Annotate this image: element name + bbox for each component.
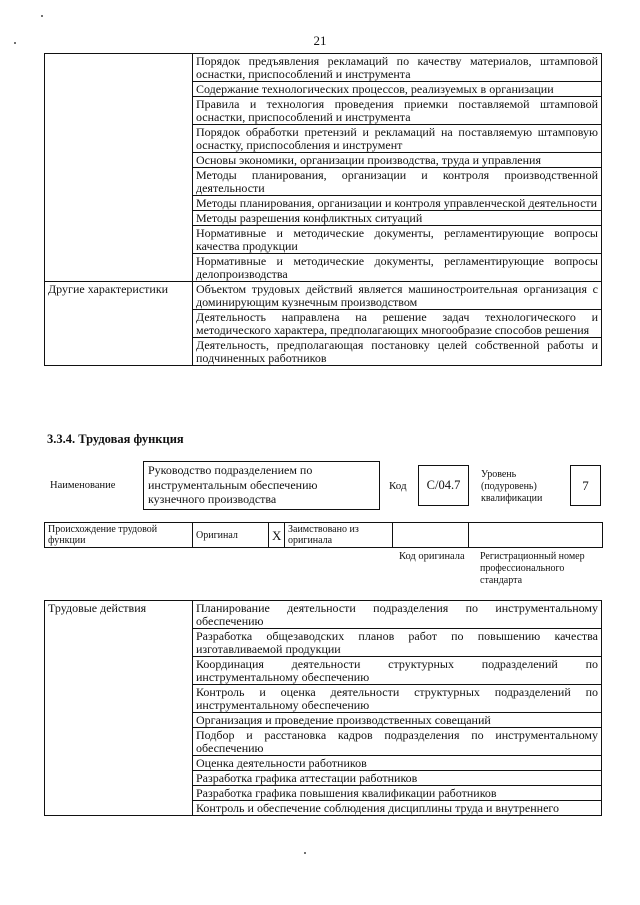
table-row bbox=[45, 601, 602, 629]
table-cell: Правила и технология проведения приемки поставляемой штамповой оснастки, приспособлений и инструмента bbox=[193, 97, 602, 125]
table-cell: Содержание технологических процессов, реализуемых в организации bbox=[193, 82, 602, 97]
original-mark: X bbox=[269, 523, 285, 548]
table-cell-empty bbox=[45, 54, 193, 282]
section-title: 3.3.4. Трудовая функция bbox=[47, 432, 184, 446]
scan-dot bbox=[41, 15, 43, 17]
labor-actions-table bbox=[44, 600, 602, 816]
other-characteristics-label: Другие характеристики bbox=[45, 282, 193, 366]
table-cell: Деятельность направлена на решение задач технологического и методического характера, предполагающих многообразие способов решения bbox=[193, 310, 602, 338]
table-cell: Разработка графика повышения квалификации работников bbox=[193, 786, 602, 801]
table-cell: Нормативные и методические документы, регламентирующие вопросы качества продукции bbox=[193, 226, 602, 254]
table-cell: Разработка общезаводских планов работ по повышению качества изготавливаемой продукции bbox=[193, 629, 602, 657]
table-cell: Порядок обработки претензий и рекламаций на поставляемую штамповую оснастку, приспособления и инструмент bbox=[193, 125, 602, 153]
function-name-box bbox=[143, 461, 380, 510]
reg-number-cell bbox=[469, 523, 603, 548]
level-box bbox=[570, 465, 601, 506]
origin-label: Происхождение трудовой функции bbox=[45, 523, 193, 548]
requirements-table bbox=[44, 53, 602, 366]
table-cell: Порядок предъявления рекламаций по качеству материалов, штамповой оснастки, приспособлений и инструмента bbox=[193, 54, 602, 82]
code-original-cell bbox=[393, 523, 469, 548]
table-cell: Методы планирования, организации и контроля производственной деятельности bbox=[193, 168, 602, 196]
labor-actions-label: Трудовые действия bbox=[45, 601, 193, 816]
name-label: Наименование bbox=[50, 480, 116, 491]
borrowed-label: Заимствовано из оригинала bbox=[285, 523, 393, 548]
reg-number-label: Регистрационный номер профессионального стандарта bbox=[480, 551, 585, 586]
original-label: Оригинал bbox=[193, 523, 269, 548]
table-cell: Подбор и расстановка кадров подразделения по инструментальному обеспечению bbox=[193, 728, 602, 756]
table-cell: Объектом трудовых действий является машиностроительная организация с доминирующим кузнечным производством bbox=[193, 282, 602, 310]
code-original-label: Код оригинала bbox=[399, 551, 465, 562]
function-name: Руководство подразделением по инструментальным обеспечению кузнечного производства bbox=[148, 463, 318, 506]
level-label: Уровень (подуровень) квалификации bbox=[481, 469, 543, 504]
scan-dot bbox=[304, 852, 306, 854]
origin-table bbox=[44, 522, 603, 548]
table-cell: Контроль и обеспечение соблюдения дисциплины труда и внутреннего bbox=[193, 801, 602, 816]
table-row bbox=[45, 54, 602, 82]
code-value: C/04.7 bbox=[426, 478, 461, 492]
table-row bbox=[45, 523, 603, 548]
table-cell: Разработка графика аттестации работников bbox=[193, 771, 602, 786]
table-row bbox=[45, 282, 602, 310]
table-cell: Планирование деятельности подразделения по инструментальному обеспечению bbox=[193, 601, 602, 629]
page-number: 21 bbox=[313, 33, 327, 48]
table-cell: Оценка деятельности работников bbox=[193, 756, 602, 771]
function-header bbox=[47, 461, 603, 513]
table-cell: Координация деятельности структурных подразделений по инструментальному обеспечению bbox=[193, 657, 602, 685]
level-value: 7 bbox=[582, 477, 589, 493]
code-label: Код bbox=[389, 480, 407, 492]
table-cell: Контроль и оценка деятельности структурных подразделений по инструментальному обеспечению bbox=[193, 685, 602, 713]
table-cell: Деятельность, предполагающая постановку целей собственной работы и подчиненных работников bbox=[193, 338, 602, 366]
table-cell: Нормативные и методические документы, регламентирующие вопросы делопроизводства bbox=[193, 254, 602, 282]
table-cell: Методы разрешения конфликтных ситуаций bbox=[193, 211, 602, 226]
table-cell: Основы экономики, организации производства, труда и управления bbox=[193, 153, 602, 168]
code-box bbox=[418, 465, 469, 506]
table-cell: Методы планирования, организации и контроля управленческой деятельности bbox=[193, 196, 602, 211]
table-cell: Организация и проведение производственных совещаний bbox=[193, 713, 602, 728]
